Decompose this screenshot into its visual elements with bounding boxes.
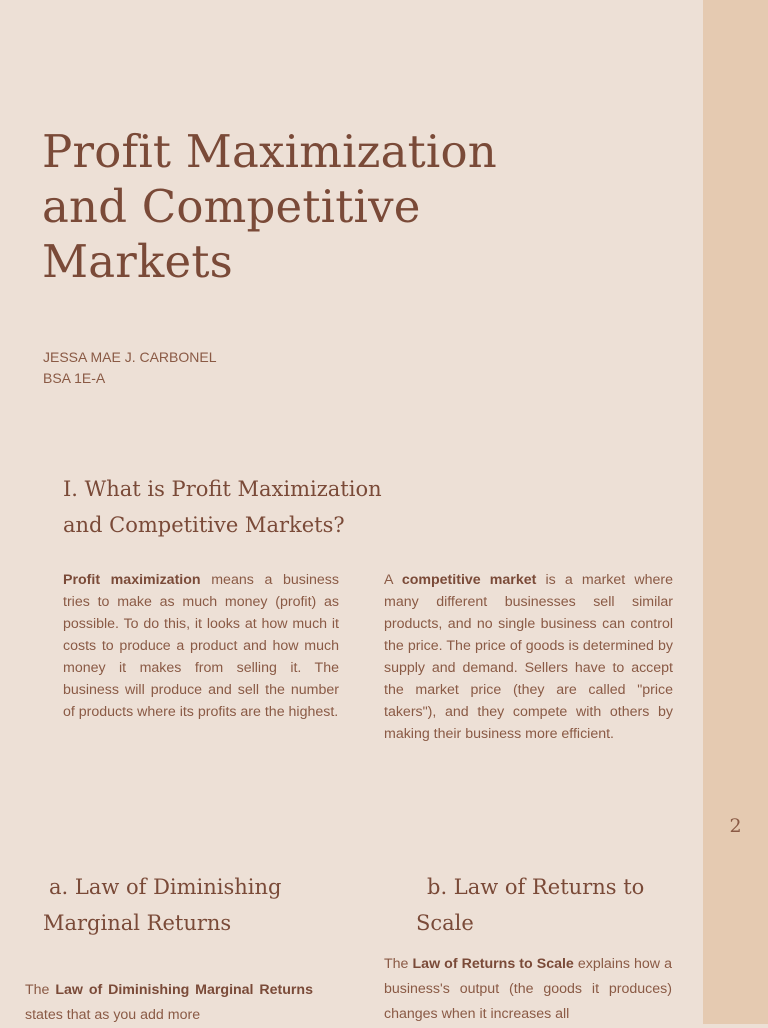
competitive-market-term: competitive market	[401, 572, 537, 588]
returns-to-scale-lead: The	[384, 956, 409, 972]
section-1-heading	[63, 471, 483, 543]
returns-to-scale-text: explains how a business's output (the goods it produces) changes when it increases all	[384, 956, 672, 1022]
section-b-heading	[416, 869, 696, 941]
section-a-heading-line-1: a. Law of Diminishing	[49, 875, 282, 899]
author-block	[43, 347, 217, 389]
profit-maximization-paragraph	[63, 569, 339, 723]
title-line-1: Profit Maximization	[42, 125, 497, 178]
section-a-heading	[43, 869, 343, 941]
section-b-heading-line-2: Scale	[416, 911, 474, 935]
competitive-market-text: is a market where many different businesses sell similar products, and no single business can control the price. The price of goods is determined by supply and demand. Sellers have to accept the market price (they are called "price takers"), and they compete with others by making their business more efficient.	[384, 572, 674, 742]
author-name: JESSA MAE J. CARBONEL	[43, 349, 217, 365]
section-1-heading-line-1: I. What is Profit Maximization	[63, 477, 382, 501]
profit-maximization-text: means a business tries to make as much money (profit) as possible. To do this, it looks at how much it costs to produce a product and how much money it makes from selling it. The business will produce and sell the number of products where its profits are the highest.	[63, 572, 339, 720]
page-number: 2	[729, 815, 742, 837]
section-a-heading-line-2: Marginal Returns	[43, 911, 232, 935]
section-1-heading-line-2: and Competitive Markets?	[63, 513, 345, 537]
diminishing-returns-lead: The	[25, 982, 50, 998]
profit-maximization-term: Profit maximization	[63, 572, 201, 588]
diminishing-returns-text: states that as you add more	[25, 1007, 201, 1023]
competitive-market-lead: A	[384, 572, 393, 588]
returns-to-scale-term: Law of Returns to Scale	[412, 956, 574, 972]
side-accent-strip	[703, 0, 768, 1024]
competitive-market-paragraph	[384, 569, 673, 745]
title-line-3: Markets	[42, 235, 233, 288]
section-b-heading-line-1: b. Law of Returns to	[427, 875, 645, 899]
author-section: BSA 1E-A	[43, 370, 106, 386]
diminishing-returns-term: Law of Diminishing Marginal Returns	[55, 982, 313, 998]
returns-to-scale-paragraph	[384, 952, 672, 1027]
diminishing-returns-paragraph	[25, 978, 313, 1028]
document-title	[42, 124, 642, 289]
title-line-2: and Competitive	[42, 180, 421, 233]
